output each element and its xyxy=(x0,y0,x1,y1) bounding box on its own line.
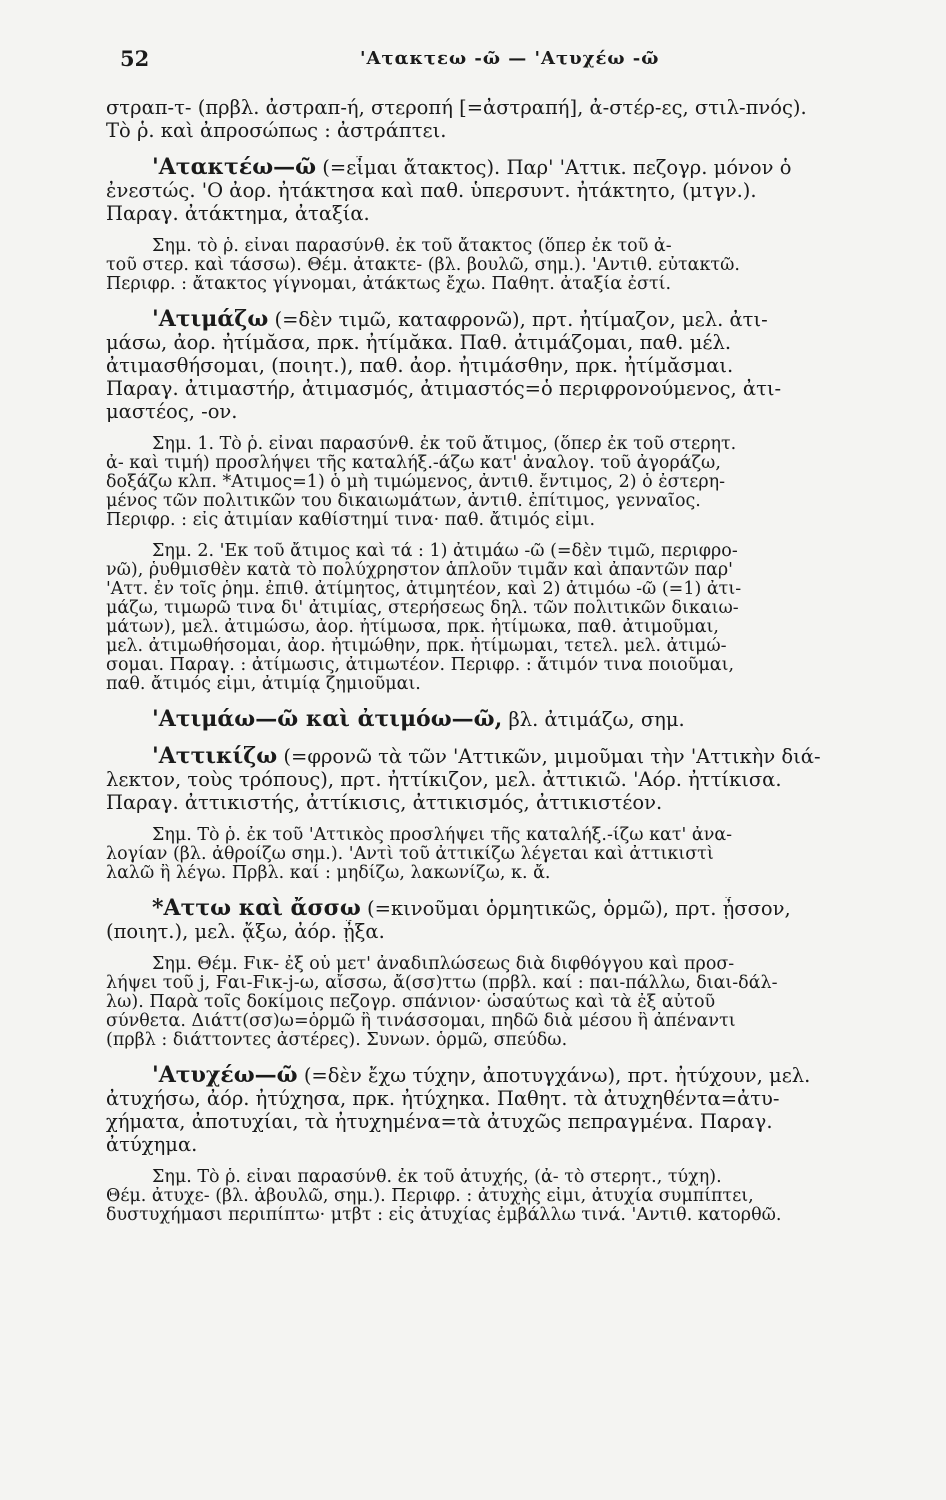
dictionary-entry xyxy=(106,156,912,225)
entry-headword: 'Ατυχέω—ῶ xyxy=(152,1064,298,1087)
entry-first-rest: (=δὲν τιμῶ, καταφρονῶ), πρτ. ἠτίμαζον, μελ. ἀτι- xyxy=(268,308,768,331)
note-block xyxy=(106,237,912,294)
entry-first-line xyxy=(106,708,912,731)
page-header xyxy=(0,44,946,78)
entry-first-rest: (=δὲν ἔχω τύχην, ἀποτυγχάνω), πρτ. ἠτύχουν, μελ. xyxy=(297,1064,811,1087)
entry-headword: 'Ατακτέω—ῶ xyxy=(152,156,317,179)
entry-first-rest: (=φρονῶ τὰ τῶν 'Αττικῶν, μιμοῦμαι τὴν 'Αττικὴν διά- xyxy=(277,745,821,768)
page-body xyxy=(106,96,912,1225)
text-line: παθ. ἄτιμός εἰμι, ἀτιμίᾳ ζημιοῦμαι. xyxy=(106,675,421,694)
text-line: δοξάζω κλπ. *Ατιμος=1) ὁ μὴ τιμώμενος, ἀντιθ. ἔντιμος, 2) ὁ ἐστερη- xyxy=(106,473,726,492)
text-line: (πρβλ : διάττοντες ἀστέρες). Συνων. ὁρμῶ, σπεύδω. xyxy=(106,1031,568,1050)
text-line: Σημ. Τὸ ῥ. ἐκ τοῦ 'Αττικὸς προσλήψει τῆς καταλήξ.-ίζω κατ' ἀνα- xyxy=(152,826,733,845)
text-line: μένος τῶν πολιτικῶν του δικαιωμάτων, ἀντιθ. ἐπίτιμος, γενναῖος. xyxy=(106,492,701,511)
text-line: νῶ), ῥυθμισθὲν κατὰ τὸ πολύχρηστον ἁπλοῦν τιμᾶν καὶ ἀπαντῶν παρ' xyxy=(106,561,733,580)
text-line: 'Αττ. ἐν τοῖς ῥημ. ἐπιθ. ἀτίμητος, ἀτιμητέον, καὶ 2) ἀτιμόω -ῶ (=1) ἀτι- xyxy=(106,580,742,599)
text-line: λαλῶ ἢ λέγω. Πρβλ. καί : μηδίζω, λακωνίζω, κ. ἄ. xyxy=(106,864,551,883)
text-line: Τὸ ῥ. καὶ ἀπροσώπως : ἀστράπτει. xyxy=(106,119,447,142)
text-line: τοῦ στερ. καὶ τάσσω). Θέμ. ἀτακτε- (βλ. βουλῶ, σημ.). 'Αντιθ. εὐτακτῶ. xyxy=(106,256,740,275)
text-line: Σημ. Θέμ. Fικ- ἐξ οὗ μετ' ἀναδιπλώσεως διὰ διφθόγγου καὶ προσ- xyxy=(152,955,735,974)
text-line: ἐνεστώς. 'Ο ἀορ. ἠτάκτησα καὶ παθ. ὑπερσυντ. ἠτάκτητο, (μτγν.). xyxy=(106,179,757,202)
entry-first-line xyxy=(106,156,912,179)
entry-first-rest: (=κινοῦμαι ὁρμητικῶς, ὁρμῶ), πρτ. ᾖσσον, xyxy=(360,897,791,920)
text-line: Παραγ. ἀττικιστής, ἀττίκισις, ἀττικισμός, ἀττικιστέον. xyxy=(106,791,663,814)
entry-first-line xyxy=(106,745,912,768)
text-line: ἀ- καὶ τιμή) προσλήψει τῆς καταλήξ.-άζω κατ' ἀναλογ. τοῦ ἀγοράζω, xyxy=(106,454,721,473)
text-line: ἀτιμασθήσομαι, (ποιητ.), παθ. ἀορ. ἠτιμάσθην, πρκ. ἠτίμᾰσμαι. xyxy=(106,354,734,377)
text-line: χήματα, ἀποτυχίαι, τὰ ἠτυχημένα=τὰ ἀτυχῶς πεπραγμένα. Παραγ. xyxy=(106,1110,773,1133)
entry-first-line xyxy=(106,1064,912,1087)
note-block xyxy=(106,542,912,694)
text-line: Περιφρ. : ἄτακτος γίγνομαι, ἀτάκτως ἔχω. Παθητ. ἀταξία ἐστί. xyxy=(106,275,672,294)
text-line: μελ. ἀτιμωθήσομαι, ἀορ. ἠτιμώθην, πρκ. ἠτίμωμαι, τετελ. μελ. ἀτιμώ- xyxy=(106,637,727,656)
note-block xyxy=(106,1168,912,1225)
entry-first-line xyxy=(106,897,912,920)
note-block xyxy=(106,955,912,1050)
running-head: 'Ατακτεω -ῶ — 'Ατυχέω -ῶ xyxy=(360,48,660,69)
text-line: λω). Παρὰ τοῖς δοκίμοις πεζογρ. σπάνιον· ὡσαύτως καὶ τὰ ἐξ αὐτοῦ xyxy=(106,993,716,1012)
entry-first-line xyxy=(106,308,912,331)
text-line: στραπ-τ- (πρβλ. ἀστραπ-ή, στεροπή [=ἀστραπή], ἀ-στέρ-ες, στιλ-πνός). xyxy=(106,96,807,119)
text-line: Περιφρ. : εἰς ἀτιμίαν καθίστημί τινα· παθ. ἄτιμός εἰμι. xyxy=(106,511,596,530)
entry-headword: 'Αττικίζω xyxy=(152,745,278,768)
text-line: (ποιητ.), μελ. ᾄξω, ἀόρ. ᾖξα. xyxy=(106,920,385,943)
text-line: Σημ. 2. 'Εκ τοῦ ἄτιμος καὶ τά : 1) ἀτιμάω -ῶ (=δὲν τιμῶ, περιφρο- xyxy=(152,542,738,561)
text-line: μάσω, ἀορ. ἠτίμᾰσα, πρκ. ἠτίμᾰκα. Παθ. ἀτιμάζομαι, παθ. μέλ. xyxy=(106,331,732,354)
text-line: Σημ. 1. Τὸ ῥ. εἶναι παρασύνθ. ἐκ τοῦ ἄτιμος, (ὅπερ ἐκ τοῦ στερητ. xyxy=(152,435,737,454)
text-line: ἀτυχήσω, ἀόρ. ἠτύχησα, πρκ. ἠτύχηκα. Παθητ. τὰ ἀτυχηθέντα=ἀτυ- xyxy=(106,1087,780,1110)
dictionary-entry xyxy=(106,1064,912,1156)
note-block xyxy=(106,826,912,883)
dictionary-entry xyxy=(106,745,912,814)
text-line: Σημ. τὸ ῥ. εἶναι παρασύνθ. ἐκ τοῦ ἄτακτος (ὅπερ ἐκ τοῦ ἀ- xyxy=(152,237,672,256)
text-line: Παραγ. ἀτάκτημα, ἀταξία. xyxy=(106,202,370,225)
dictionary-entry xyxy=(106,708,912,731)
text-line: λεκτον, τοὺς τρόπους), πρτ. ἠττίκιζον, μελ. ἀττικιῶ. 'Αόρ. ἠττίκισα. xyxy=(106,768,782,791)
dictionary-entry xyxy=(106,897,912,943)
text-line: σομαι. Παραγ. : ἀτίμωσις, ἀτιμωτέον. Περιφρ. : ἄτιμόν τινα ποιοῦμαι, xyxy=(106,656,735,675)
text-line: Σημ. Τὸ ῥ. εἶναι παρασύνθ. ἐκ τοῦ ἀτυχής, (ἀ- τὸ στερητ., τύχη). xyxy=(152,1168,722,1187)
entry-first-rest: βλ. ἀτιμάζω, σημ. xyxy=(502,708,685,731)
text-line: μάζω, τιμωρῶ τινα δι' ἀτιμίας, στερήσεως δηλ. τῶν πολιτικῶν δικαιω- xyxy=(106,599,739,618)
text-line: Παραγ. ἀτιμαστήρ, ἀτιμασμός, ἀτιμαστός=ὁ περιφρονούμενος, ἀτι- xyxy=(106,377,782,400)
continuation-text xyxy=(106,96,912,142)
entry-headword: *Αττω καὶ ἄσσω xyxy=(152,897,361,920)
text-line: μάτων), μελ. ἀτιμώσω, ἀορ. ἠτίμωσα, πρκ. ἠτίμωκα, παθ. ἀτιμοῦμαι, xyxy=(106,618,719,637)
entry-headword: 'Ατιμάω—ῶ καὶ ἀτιμόω—ῶ, xyxy=(152,708,503,731)
entry-first-rest: (=εἶμαι ἄτακτος). Παρ' 'Αττικ. πεζογρ. μόνον ὁ xyxy=(316,156,792,179)
dictionary-entry xyxy=(106,308,912,423)
page-number: 52 xyxy=(120,46,150,71)
text-line: λογίαν (βλ. ἀθροίζω σημ.). 'Αντὶ τοῦ ἀττικίζω λέγεται καὶ ἀττικιστὶ xyxy=(106,845,714,864)
text-line: δυστυχήμασι περιπίπτω· μτβτ : εἰς ἀτυχίας ἐμβάλλω τινά. 'Αντιθ. κατορθῶ. xyxy=(106,1206,782,1225)
entry-headword: 'Ατιμάζω xyxy=(152,308,269,331)
note-block xyxy=(106,435,912,530)
text-line: σύνθετα. Διάττ(σσ)ω=ὁρμῶ ἢ τινάσσομαι, πηδῶ διὰ μέσου ἢ ἀπέναντι xyxy=(106,1012,736,1031)
text-line: μαστέος, -ον. xyxy=(106,400,238,423)
text-line: Θέμ. ἀτυχε- (βλ. ἀβουλῶ, σημ.). Περιφρ. : ἀτυχὴς εἰμι, ἀτυχία συμπίπτει, xyxy=(106,1187,754,1206)
text-line: λήψει τοῦ j, Fαι-Fικ-j-ω, αἴσσω, ἄ(σσ)ττω (πρβλ. καί : παι-πάλλω, διαι-δάλ- xyxy=(106,974,778,993)
text-line: ἀτύχημα. xyxy=(106,1133,198,1156)
